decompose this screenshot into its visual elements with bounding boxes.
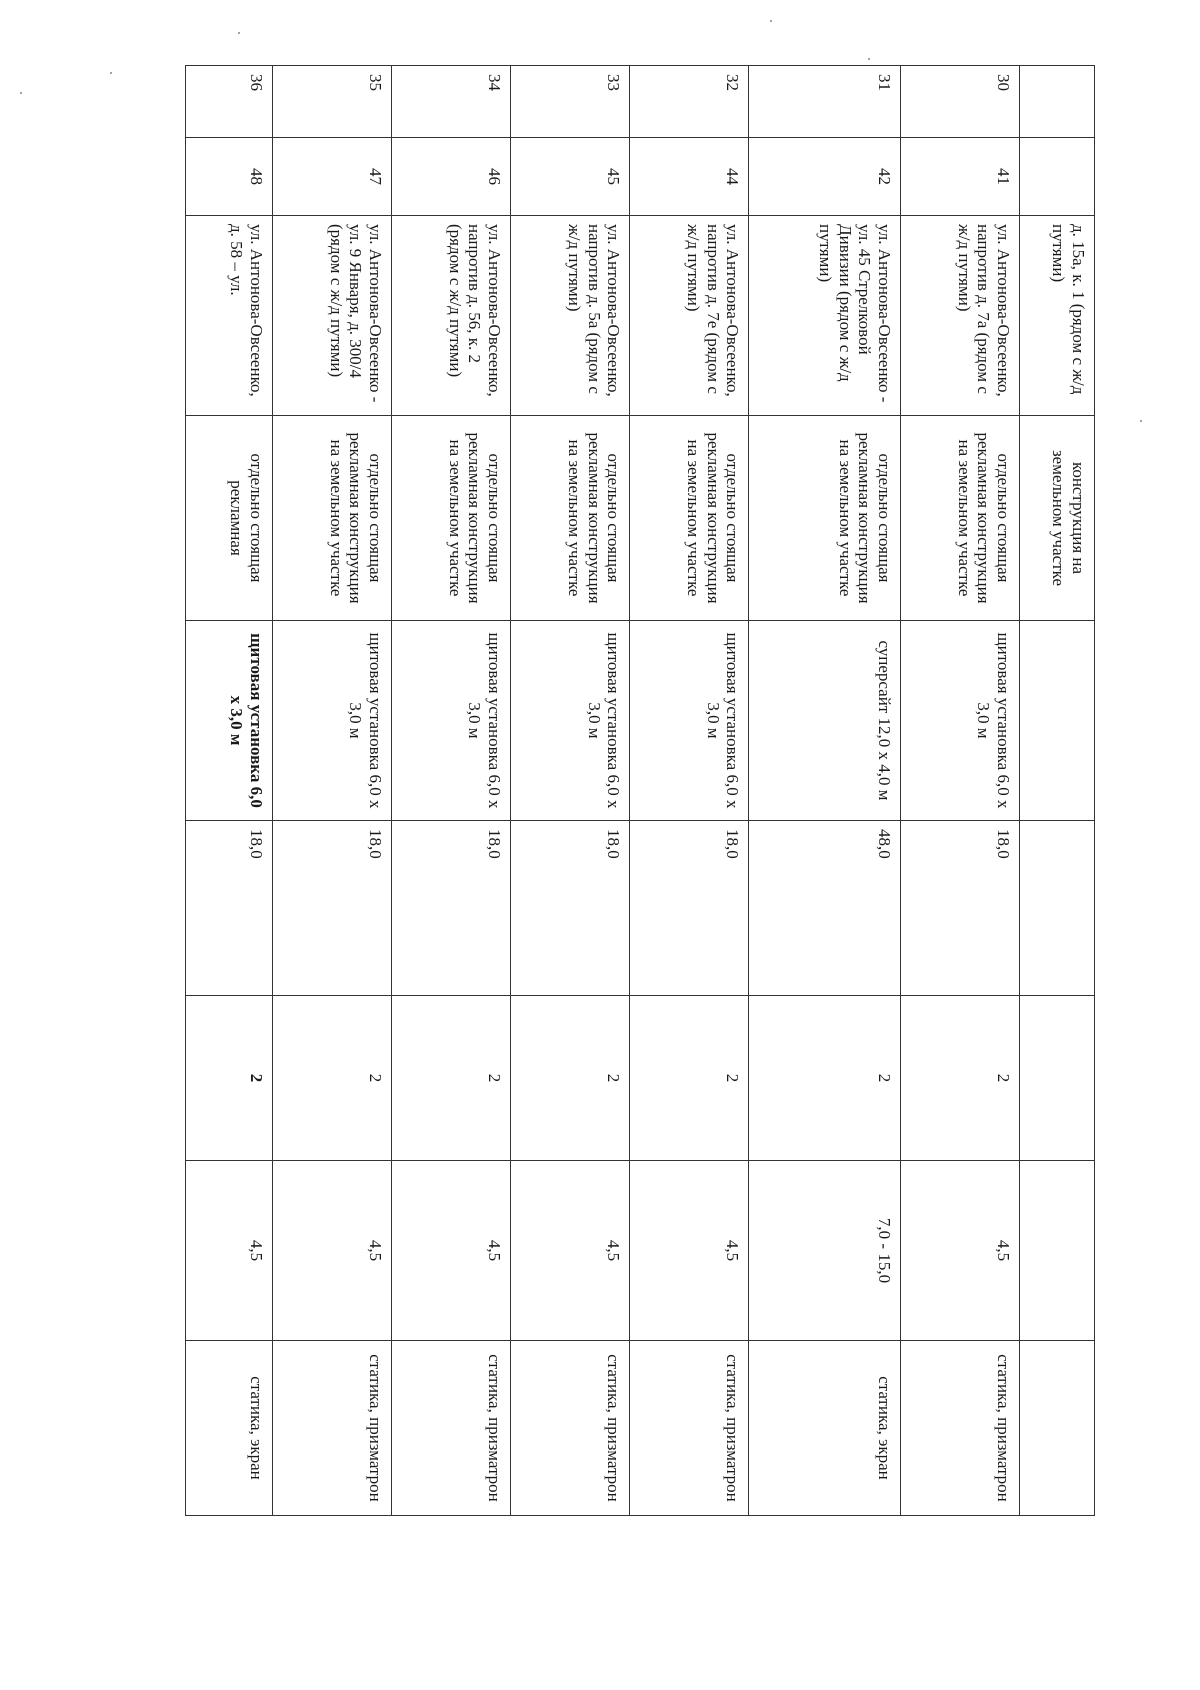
scan-speck (770, 20, 772, 22)
height-cell: 4,5 (630, 1161, 749, 1341)
structure-format-cell: щитовая установка 6,0 х 3,0 м (900, 621, 1019, 821)
structure-type-cell: отдельно стоящая рекламная конструкция на земельном участке (900, 416, 1019, 621)
structure-type-cell: конструкция на земельном участке (1020, 416, 1095, 621)
sides-count-cell: 2 (272, 996, 391, 1161)
height-cell: 4,5 (510, 1161, 629, 1341)
rotated-document-page (185, 65, 1095, 1515)
address-cell: ул. Антонова-Овсеенко, напротив д. 7е (рядом с ж/д путями) (630, 216, 749, 416)
table-row (510, 66, 629, 1516)
area-cell: 18,0 (391, 821, 510, 996)
table-row (391, 66, 510, 1516)
scan-speck (20, 92, 22, 94)
address-cell: д. 15а, к. 1 (рядом с ж/д путями) (1020, 216, 1095, 416)
structure-format-cell (1020, 621, 1095, 821)
structure-format-cell: щитовая установка 6,0 х 3,0 м (186, 621, 273, 821)
technology-cell: статика, призматрон (391, 1341, 510, 1516)
row-number-cell (1020, 66, 1095, 138)
technology-cell: статика, призматрон (630, 1341, 749, 1516)
address-cell: ул. Антонова-Овсеенко - ул. 45 Стрелковой Дивизии (рядом с ж/д путями) (749, 216, 901, 416)
technology-cell (1020, 1341, 1095, 1516)
height-cell (1020, 1161, 1095, 1341)
scan-speck (868, 58, 870, 60)
technology-cell: статика, призматрон (510, 1341, 629, 1516)
area-cell: 18,0 (630, 821, 749, 996)
area-cell: 48,0 (749, 821, 901, 996)
structure-id-cell: 41 (900, 138, 1019, 216)
area-cell: 18,0 (186, 821, 273, 996)
sides-count-cell: 2 (391, 996, 510, 1161)
structure-type-cell: отдельно стоящая рекламная конструкция на земельном участке (272, 416, 391, 621)
table-row (272, 66, 391, 1516)
sides-count-cell: 2 (749, 996, 901, 1161)
area-cell: 18,0 (510, 821, 629, 996)
table-row (900, 66, 1019, 1516)
row-number-cell: 35 (272, 66, 391, 138)
structure-id-cell: 47 (272, 138, 391, 216)
row-number-cell: 30 (900, 66, 1019, 138)
structure-id-cell: 46 (391, 138, 510, 216)
structure-type-cell: отдельно стоящая рекламная (186, 416, 273, 621)
structure-format-cell: щитовая установка 6,0 х 3,0 м (630, 621, 749, 821)
row-number-cell: 32 (630, 66, 749, 138)
sides-count-cell (1020, 996, 1095, 1161)
scan-speck (110, 72, 112, 74)
address-cell: ул. Антонова-Овсеенко - ул. 9 Января, д. 300/4 (рядом с ж/д путями) (272, 216, 391, 416)
height-cell: 7,0 - 15,0 (749, 1161, 901, 1341)
structure-id-cell: 44 (630, 138, 749, 216)
technology-cell: статика, призматрон (272, 1341, 391, 1516)
area-cell: 18,0 (900, 821, 1019, 996)
table-row (1020, 66, 1095, 1516)
scan-speck (238, 32, 240, 34)
structure-id-cell: 45 (510, 138, 629, 216)
row-number-cell: 34 (391, 66, 510, 138)
structure-type-cell: отдельно стоящая рекламная конструкция на земельном участке (749, 416, 901, 621)
height-cell: 4,5 (272, 1161, 391, 1341)
structure-id-cell: 42 (749, 138, 901, 216)
address-cell: ул. Антонова-Овсеенко, напротив д. 5а (рядом с ж/д путями) (510, 216, 629, 416)
area-cell: 18,0 (272, 821, 391, 996)
height-cell: 4,5 (186, 1161, 273, 1341)
sides-count-cell: 2 (186, 996, 273, 1161)
height-cell: 4,5 (900, 1161, 1019, 1341)
advertising-structures-table (185, 65, 1095, 1516)
address-cell: ул. Антонова-Овсеенко, напротив д. 56, к. 2 (рядом с ж/д путями) (391, 216, 510, 416)
structure-type-cell: отдельно стоящая рекламная конструкция на земельном участке (391, 416, 510, 621)
table-row (186, 66, 273, 1516)
structure-format-cell: щитовая установка 6,0 х 3,0 м (272, 621, 391, 821)
row-number-cell: 31 (749, 66, 901, 138)
structure-id-cell: 48 (186, 138, 273, 216)
sides-count-cell: 2 (630, 996, 749, 1161)
structure-format-cell: суперсайт 12,0 х 4,0 м (749, 621, 901, 821)
technology-cell: статика, экран (749, 1341, 901, 1516)
sides-count-cell: 2 (510, 996, 629, 1161)
scan-speck (1140, 420, 1142, 422)
table-row (630, 66, 749, 1516)
address-cell: ул. Антонова-Овсеенко, д. 58 – ул. (186, 216, 273, 416)
address-cell: ул. Антонова-Овсеенко, напротив д. 7а (рядом с ж/д путями) (900, 216, 1019, 416)
row-number-cell: 36 (186, 66, 273, 138)
technology-cell: статика, экран (186, 1341, 273, 1516)
technology-cell: статика, призматрон (900, 1341, 1019, 1516)
row-number-cell: 33 (510, 66, 629, 138)
sides-count-cell: 2 (900, 996, 1019, 1161)
area-cell (1020, 821, 1095, 996)
structure-format-cell: щитовая установка 6,0 х 3,0 м (391, 621, 510, 821)
structure-id-cell (1020, 138, 1095, 216)
structure-type-cell: отдельно стоящая рекламная конструкция на земельном участке (510, 416, 629, 621)
table-row (749, 66, 901, 1516)
structure-type-cell: отдельно стоящая рекламная конструкция на земельном участке (630, 416, 749, 621)
height-cell: 4,5 (391, 1161, 510, 1341)
structure-format-cell: щитовая установка 6,0 х 3,0 м (510, 621, 629, 821)
